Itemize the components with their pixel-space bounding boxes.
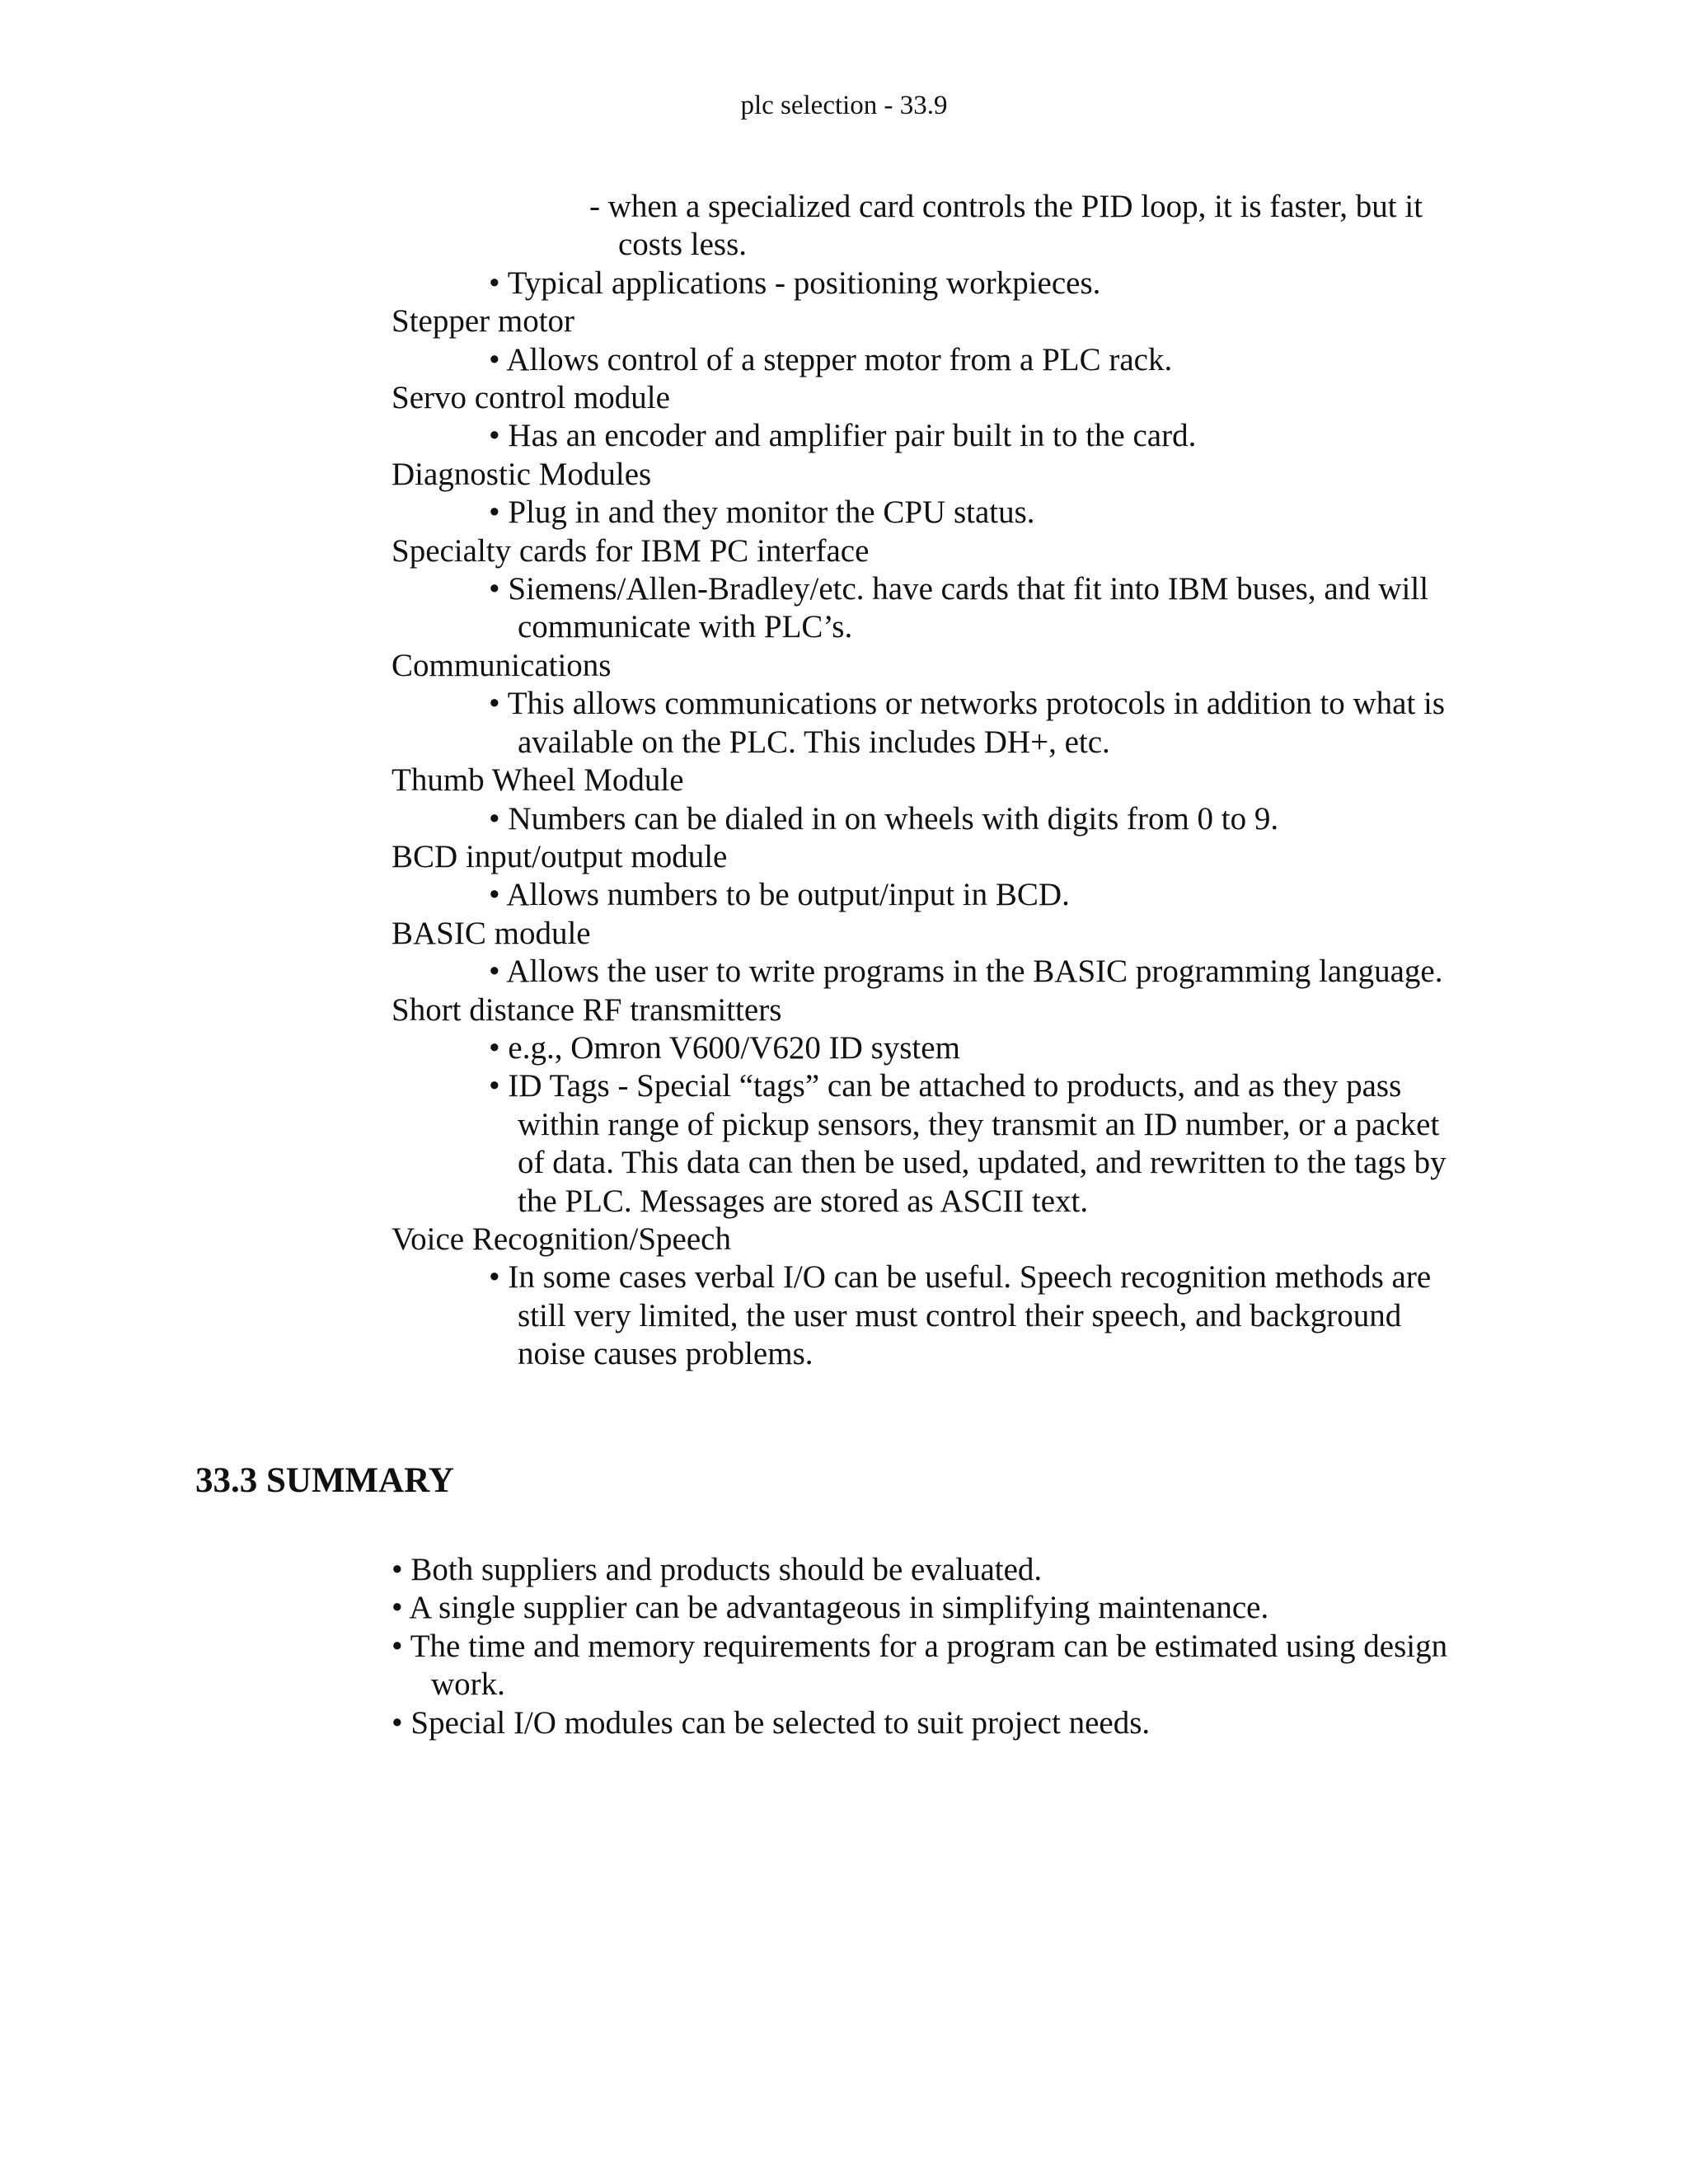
module-heading: Communications	[392, 647, 612, 683]
item-continuation: of data. This data can then be used, updated, and rewritten to the tags by	[518, 1145, 1447, 1181]
section-heading: 33.3 SUMMARY	[195, 1461, 454, 1500]
item-continuation: within range of pickup sensors, they transmit an ID number, or a packet	[518, 1106, 1440, 1142]
item-continuation: work.	[431, 1666, 505, 1703]
list-item	[0, 1258, 1688, 1373]
item-continuation: noise causes problems.	[518, 1336, 814, 1372]
module-heading: Specialty cards for IBM PC interface	[392, 532, 870, 569]
item-text: • ID Tags - Special “tags” can be attached to products, and as they pass	[489, 1068, 1402, 1104]
list-item	[0, 685, 1688, 762]
module-heading: Diagnostic Modules	[392, 456, 652, 492]
item-text: • Typical applications - positioning workpieces.	[489, 265, 1101, 301]
list-item	[0, 417, 1688, 455]
item-continuation: available on the PLC. This includes DH+, etc.	[518, 724, 1110, 760]
item-text: • In some cases verbal I/O can be useful. Speech recognition methods are	[489, 1259, 1432, 1296]
module-heading: BASIC module	[392, 915, 591, 951]
summary-item	[392, 1628, 1447, 1704]
module-heading: BCD input/output module	[392, 838, 728, 874]
module-heading: Thumb Wheel Module	[392, 762, 684, 799]
summary-item	[392, 1704, 1447, 1742]
list-item	[0, 494, 1688, 532]
list-item	[0, 876, 1688, 914]
module-heading: Voice Recognition/Speech	[392, 1221, 731, 1257]
module-heading: Servo control module	[392, 380, 670, 416]
page-header: plc selection - 33.9	[740, 91, 948, 120]
item-text: • Siemens/Allen-Bradley/etc. have cards that fit into IBM buses, and will	[489, 571, 1429, 607]
list-item	[0, 800, 1688, 838]
item-text: • Allows control of a stepper motor from a PLC rack.	[489, 341, 1173, 377]
body-text	[0, 188, 1688, 1374]
item-continuation: communicate with PLC’s.	[518, 609, 853, 645]
item-text: • e.g., Omron V600/V620 ID system	[489, 1029, 960, 1066]
item-text: • Has an encoder and amplifier pair built in to the card.	[489, 418, 1197, 454]
summary-list	[392, 1551, 1447, 1742]
summary-item	[392, 1589, 1447, 1627]
item-text: • Allows the user to write programs in the BASIC programming language.	[489, 954, 1443, 990]
item-text: • Allows numbers to be output/input in BCD.	[489, 877, 1070, 913]
item-text: • Numbers can be dialed in on wheels with digits from 0 to 9.	[489, 800, 1279, 837]
item-continuation: still very limited, the user must control their speech, and background	[518, 1297, 1402, 1333]
item-continuation: the PLC. Messages are stored as ASCII text.	[518, 1183, 1089, 1219]
list-item	[0, 570, 1688, 647]
item-text: • This allows communications or networks protocols in addition to what is	[489, 686, 1446, 722]
summary-item	[392, 1551, 1447, 1589]
item-text: - when a specialized card controls the PID loop, it is faster, but it	[589, 189, 1423, 224]
item-text: • Plug in and they monitor the CPU status.	[489, 494, 1035, 531]
list-item	[0, 341, 1688, 379]
item-text: • Both suppliers and products should be evaluated.	[392, 1552, 1043, 1587]
module-heading: Short distance RF transmitters	[392, 991, 782, 1028]
list-item	[0, 953, 1688, 991]
item-text: • A single supplier can be advantageous in simplifying maintenance.	[392, 1590, 1269, 1626]
list-item	[0, 265, 1688, 302]
list-item	[0, 1029, 1688, 1067]
item-text: • The time and memory requirements for a program can be estimated using design	[392, 1628, 1448, 1664]
list-item	[0, 1067, 1688, 1221]
module-heading: Stepper motor	[392, 303, 575, 340]
item-continuation: costs less.	[618, 227, 747, 263]
item-text: • Special I/O modules can be selected to suit project needs.	[392, 1704, 1151, 1741]
list-item	[0, 188, 1688, 265]
